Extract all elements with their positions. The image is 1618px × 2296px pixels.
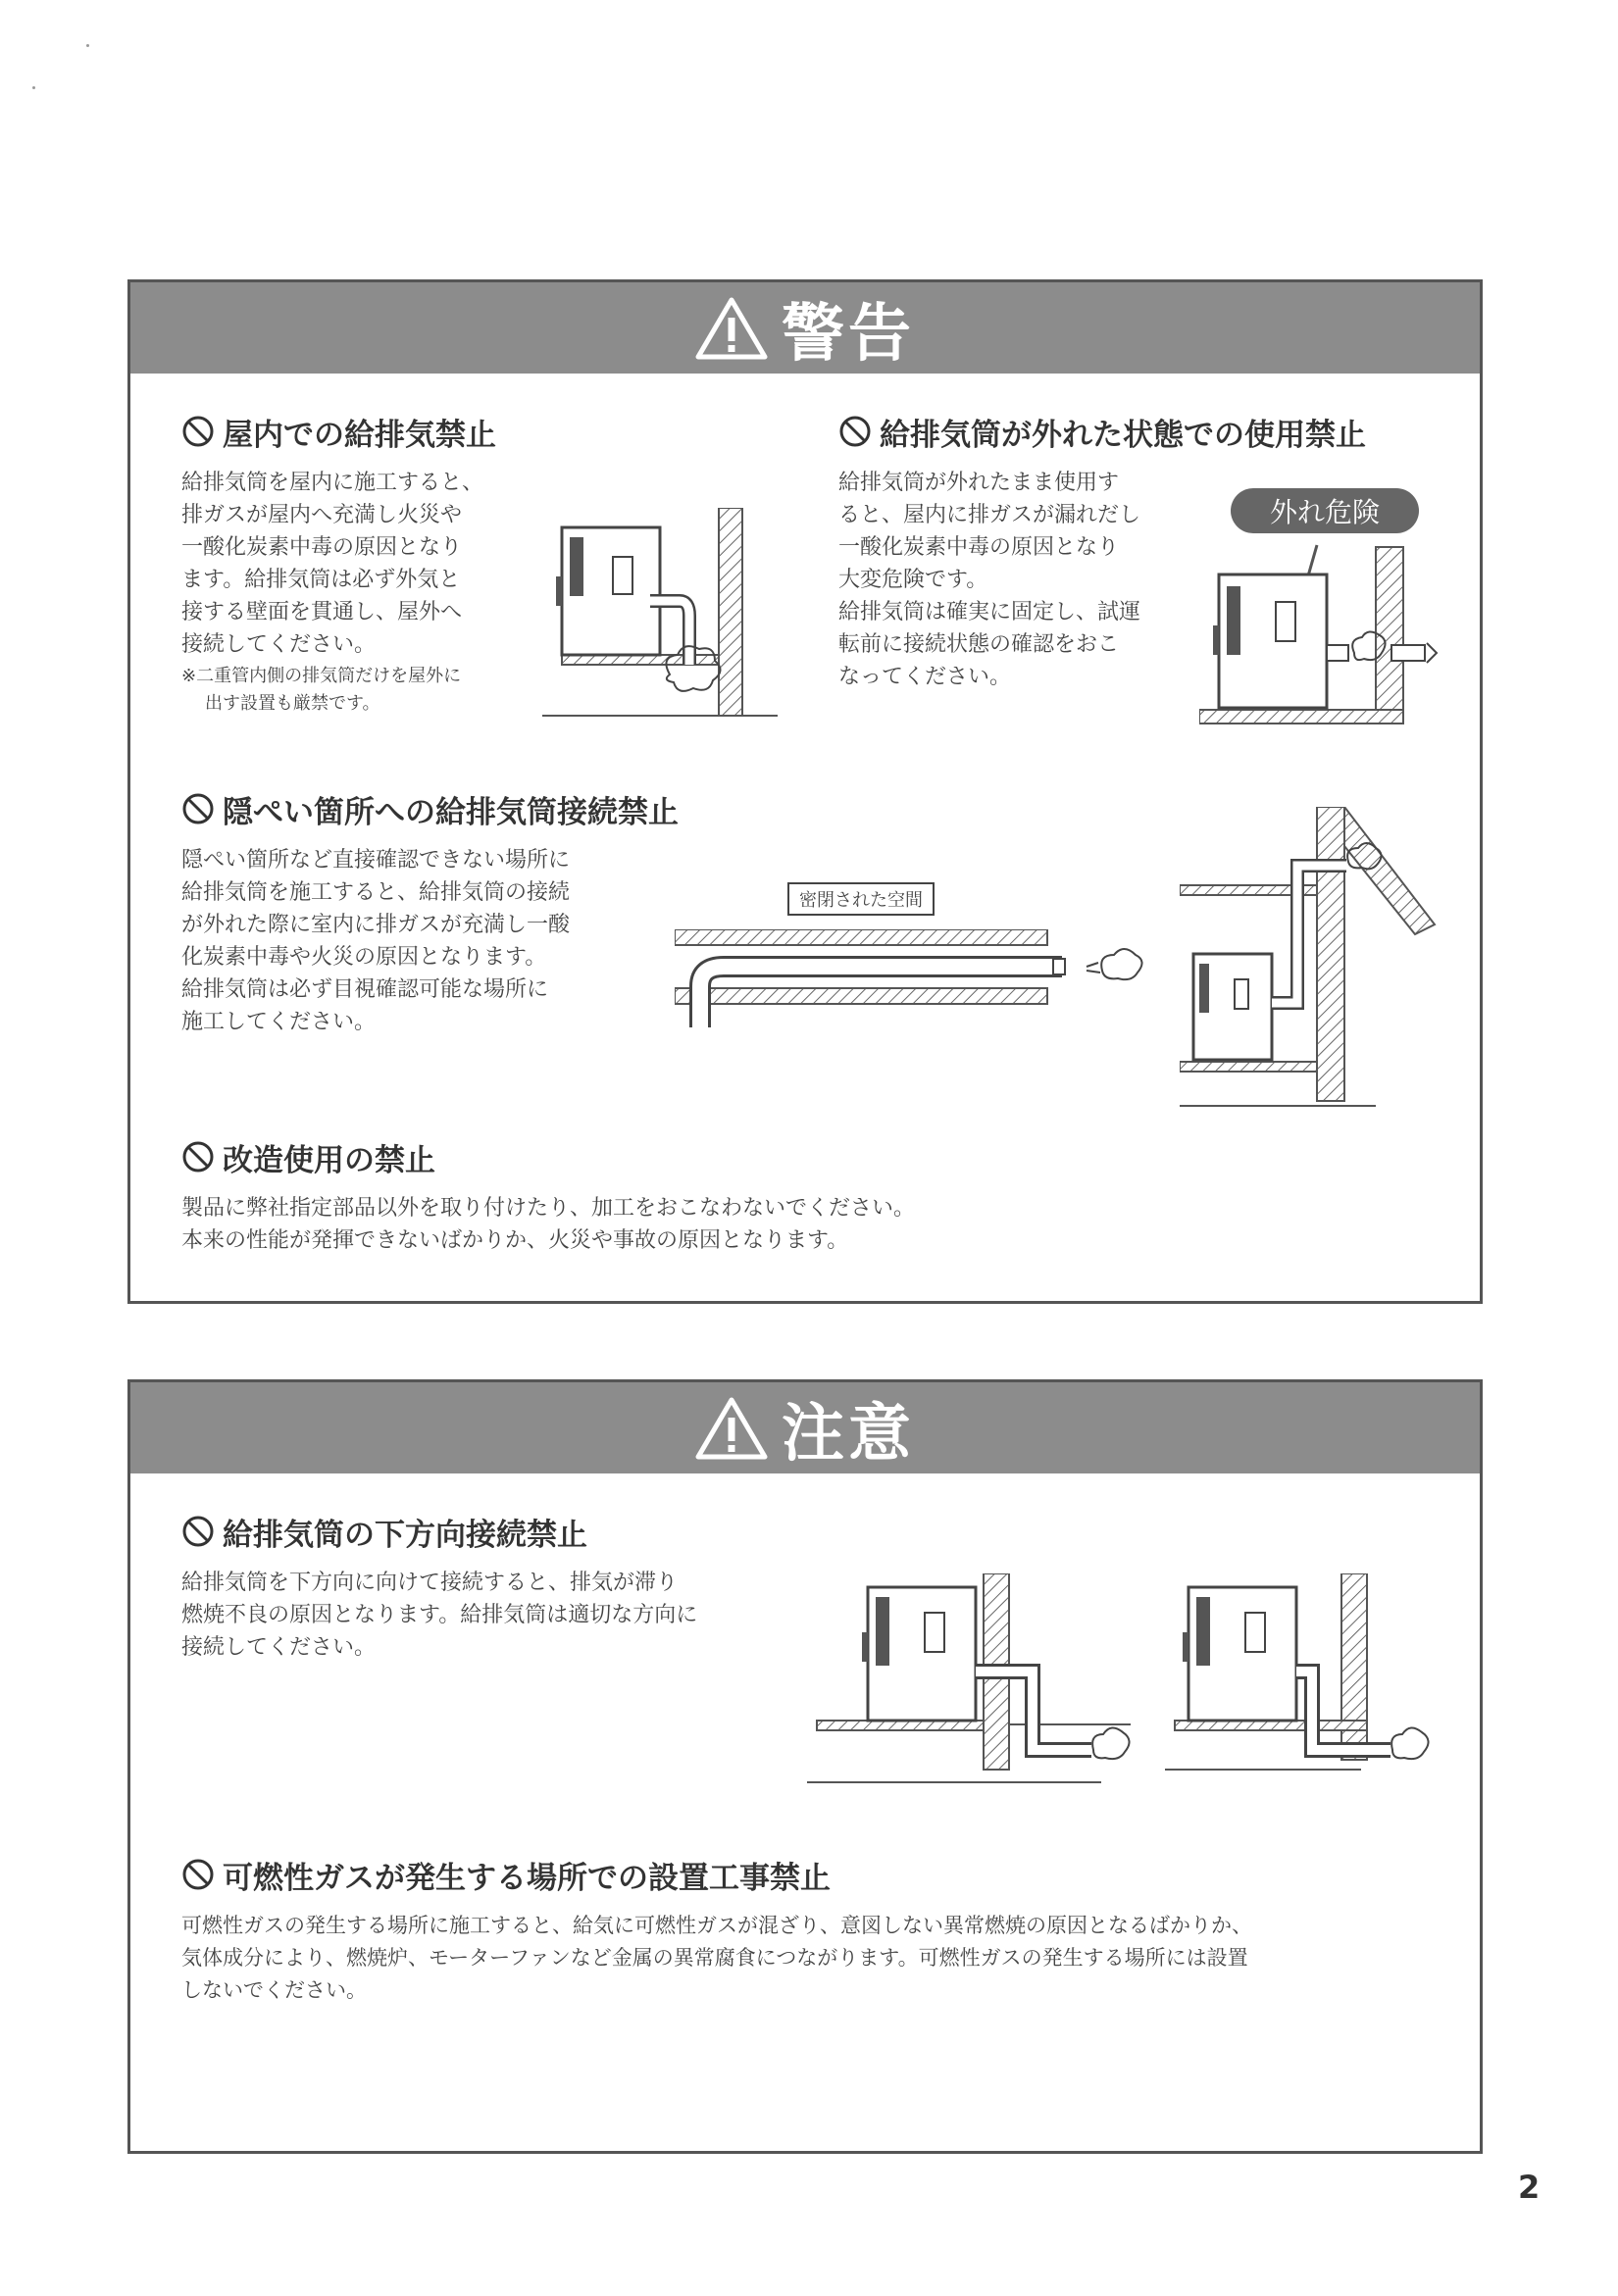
caution-triangle-icon: [695, 1396, 768, 1461]
sealed-space-label: 密閉された空間: [787, 882, 935, 916]
caution-panel: [127, 1379, 1483, 2154]
prohibition-icon: [838, 415, 872, 448]
section-note: ※二重管内側の排気筒だけを屋外に 出す設置も厳禁です。: [181, 666, 462, 714]
disconnect-danger-badge: 外れ危険: [1231, 488, 1419, 533]
section-title: 給排気筒が外れた状態での使用禁止: [838, 410, 1366, 453]
section-body: 給排気筒が外れたまま使用す ると、屋内に排ガスが漏れだし 一酸化炭素中毒の原因となり 大変危険です。 給排気筒は確実に固定し、試運 転前に接続状態の確認をおこ なってください。: [838, 471, 1141, 689]
section-flammable-gas: [181, 1853, 1252, 2007]
prohibition-icon: [181, 792, 215, 825]
downward-vent-illustration-1: [807, 1573, 1140, 1799]
disconnected-vent-illustration: [1199, 527, 1454, 733]
caution-header: [130, 1382, 1480, 1473]
section-body: 給排気筒を下方向に向けて接続すると、排気が滞り 燃焼不良の原因となります。給排気筒は適切な方向に 接続してください。: [181, 1571, 698, 1660]
warning-panel: [127, 279, 1483, 1304]
section-concealed-vent: [181, 787, 679, 1038]
section-downward-vent: [181, 1510, 697, 1664]
warning-triangle-icon: [695, 296, 768, 361]
section-title: 可燃性ガスが発生する場所での設置工事禁止: [181, 1853, 1252, 1896]
caution-title: 注意: [782, 1397, 915, 1471]
section-title: 給排気筒の下方向接続禁止: [181, 1510, 697, 1553]
section-body: 可燃性ガスの発生する場所に施工すると、給気に可燃性ガスが混ざり、意図しない異常燃焼の原因となるばかりか、 気体成分により、燃焼炉、モーターファンなど金属の異常腐食につながります。可燃性ガスの発生する場所には設置 しないでください。: [181, 1914, 1252, 2002]
scan-speck: [86, 44, 89, 47]
section-indoor-vent: [181, 410, 496, 718]
indoor-vent-illustration: [542, 508, 797, 724]
warning-header: [130, 282, 1480, 374]
section-title: 隠ぺい箇所への給排気筒接続禁止: [181, 787, 679, 830]
section-title: 改造使用の禁止: [181, 1135, 915, 1178]
prohibition-icon: [181, 1140, 215, 1173]
prohibition-icon: [181, 1515, 215, 1548]
scan-speck: [32, 86, 35, 89]
section-body: 給排気筒を屋内に施工すると、 排ガスが屋内へ充満し火災や 一酸化炭素中毒の原因となり ます。給排気筒は必ず外気と 接する壁面を貫通し、屋外へ 接続してください。: [181, 471, 484, 657]
section-body: 隠ぺい箇所など直接確認できない場所に 給排気筒を施工すると、給排気筒の接続 が外れた際に室内に排ガスが充満し一酸 化炭素中毒や火災の原因となります。 給排気筒は必ず目視確認可能な場所に 施工してください。: [181, 848, 571, 1034]
downward-vent-illustration-2: [1165, 1573, 1459, 1799]
concealed-duct-illustration: [675, 929, 1263, 1027]
prohibition-icon: [181, 415, 215, 448]
prohibition-icon: [181, 1858, 215, 1891]
warning-title: 警告: [782, 297, 915, 371]
section-modification: [181, 1135, 915, 1257]
page-number: 2: [1518, 2169, 1541, 2206]
concealed-wall-illustration: [1180, 807, 1474, 1121]
section-title: 屋内での給排気禁止: [181, 410, 496, 453]
section-body: 製品に弊社指定部品以外を取り付けたり、加工をおこなわないでください。 本来の性能が発揮できないばかりか、火災や事故の原因となります。: [181, 1196, 916, 1253]
